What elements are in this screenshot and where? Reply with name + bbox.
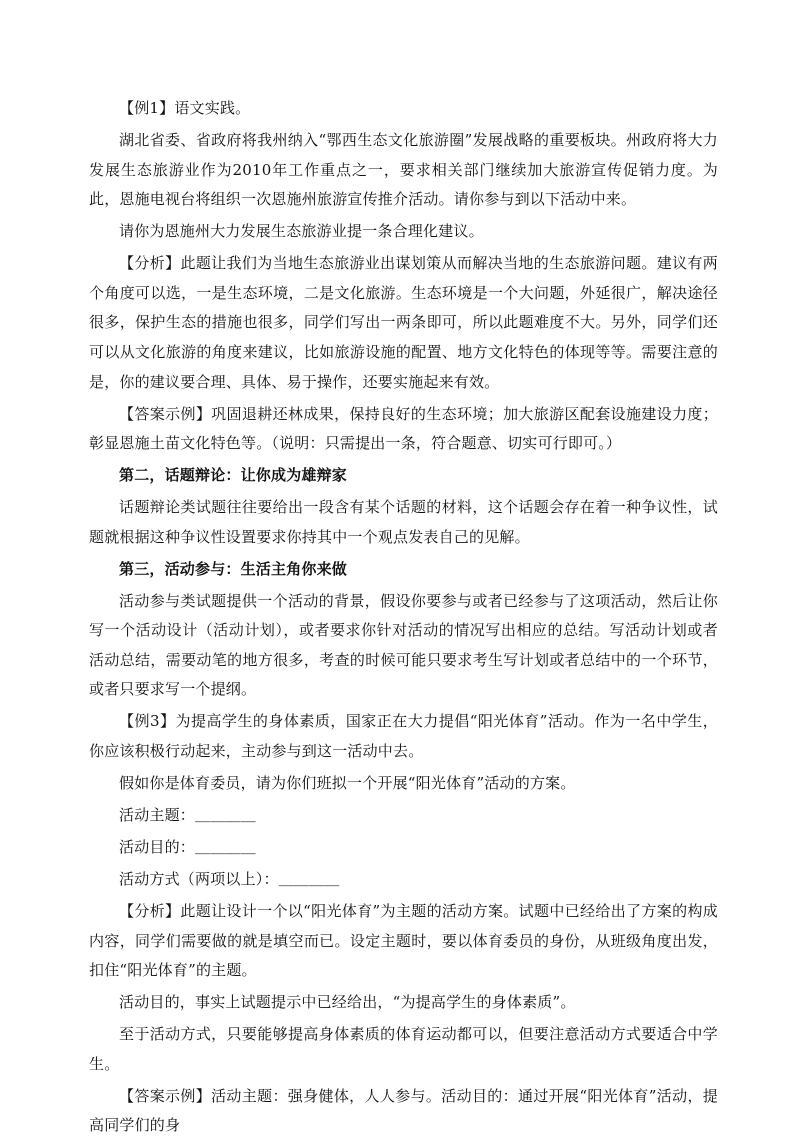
example-1-material: 湖北省委、省政府将我州纳入“鄂西生态文化旅游圈”发展战略的重要板块。州政府将大力发展生态旅游业作为2010年工作重点之一，要求相关部门继续加大旅游宣传促销力度。为此，恩施电视台将组织一次恩施州旅游宣传推介活动。请你参与到以下活动中来。 [89, 130, 718, 209]
section-heading-debate: 第二，话题辩论：让你成为雄辩家 [119, 466, 348, 485]
debate-description: 话题辩论类试题往往要给出一段含有某个话题的材料，这个话题会存在着一种争议性，试题就根据这种争议性设置要求你持其中一个观点发表自己的见解。 [89, 498, 718, 546]
example-3-heading: 【例3】为提高学生的身体素质，国家正在大力提倡“阳光体育”活动。作为一名中学生，你应该积极行动起来，主动参与到这一活动中去。 [89, 712, 718, 760]
example-3-method-note: 至于活动方式，只要能够提高身体素质的体育运动都可以，但要注意活动方式要适合中学生。 [89, 1025, 718, 1073]
activity-method-blank: 活动方式（两项以上）：＿＿＿＿ [119, 869, 340, 888]
example-1-heading: 【例1】语文实践。 [119, 99, 251, 117]
example-3-goal-note: 活动目的，事实上试题提示中已经给出，“为提高学生的身体素质”。 [119, 993, 576, 1012]
activity-theme-blank: 活动主题：＿＿＿＿ [119, 805, 256, 824]
example-1-answer: 【答案示例】巩固退耕还林成果，保持良好的生态环境；加大旅游区配套设施建设力度；彰显恩施土苗文化特色等。（说明：只需提出一条，符合题意、切实可行即可。） [89, 404, 718, 453]
document-body [89, 94, 718, 1143]
example-1-question: 请你为恩施州大力发展生态旅游业提一条合理化建议。 [119, 222, 484, 241]
section-heading-activity: 第三，活动参与：生活主角你来做 [119, 559, 348, 578]
activity-goal-blank: 活动目的：＿＿＿＿ [119, 837, 256, 856]
activity-description: 活动参与类试题提供一个活动的背景，假设你要参与或者已经参与了这项活动，然后让你写一个活动设计（活动计划），或者要求你针对活动的情况写出相应的总结。写活动计划或者活动总结，需要动笔的地方很多，考查的时候可能只要求考生写计划或者总结中的一个环节，或者只要求写一个提纲。 [89, 591, 718, 699]
example-1-analysis: 【分析】此题让我们为当地生态旅游业出谋划策从而解决当地的生态旅游问题。建议有两个角度可以选，一是生态环境，二是文化旅游。生态环境是一个大问题，外延很广，解决途径很多，保护生态的措施也很多，同学们写出一两条即可，所以此题难度不大。另外，同学们还可以从文化旅游的角度来建议，比如旅游设施的配置、地方文化特色的体现等等。需要注意的是，你的建议要合理、具体、易于操作，还要实施起来有效。 [89, 254, 718, 391]
example-3-answer: 【答案示例】活动主题：强身健体，人人参与。活动目的：通过开展“阳光体育”活动，提高同学们的身 [89, 1086, 718, 1135]
example-3-question: 假如你是体育委员，请为你们班拟一个开展“阳光体育”活动的方案。 [119, 773, 576, 792]
example-3-analysis: 【分析】此题让设计一个以“阳光体育”为主题的活动方案。试题中已经给出了方案的构成内容，同学们需要做的就是填空而已。设定主题时，要以体育委员的身份，从班级角度出发，扣住“阳光体育”的主题。 [89, 901, 718, 980]
